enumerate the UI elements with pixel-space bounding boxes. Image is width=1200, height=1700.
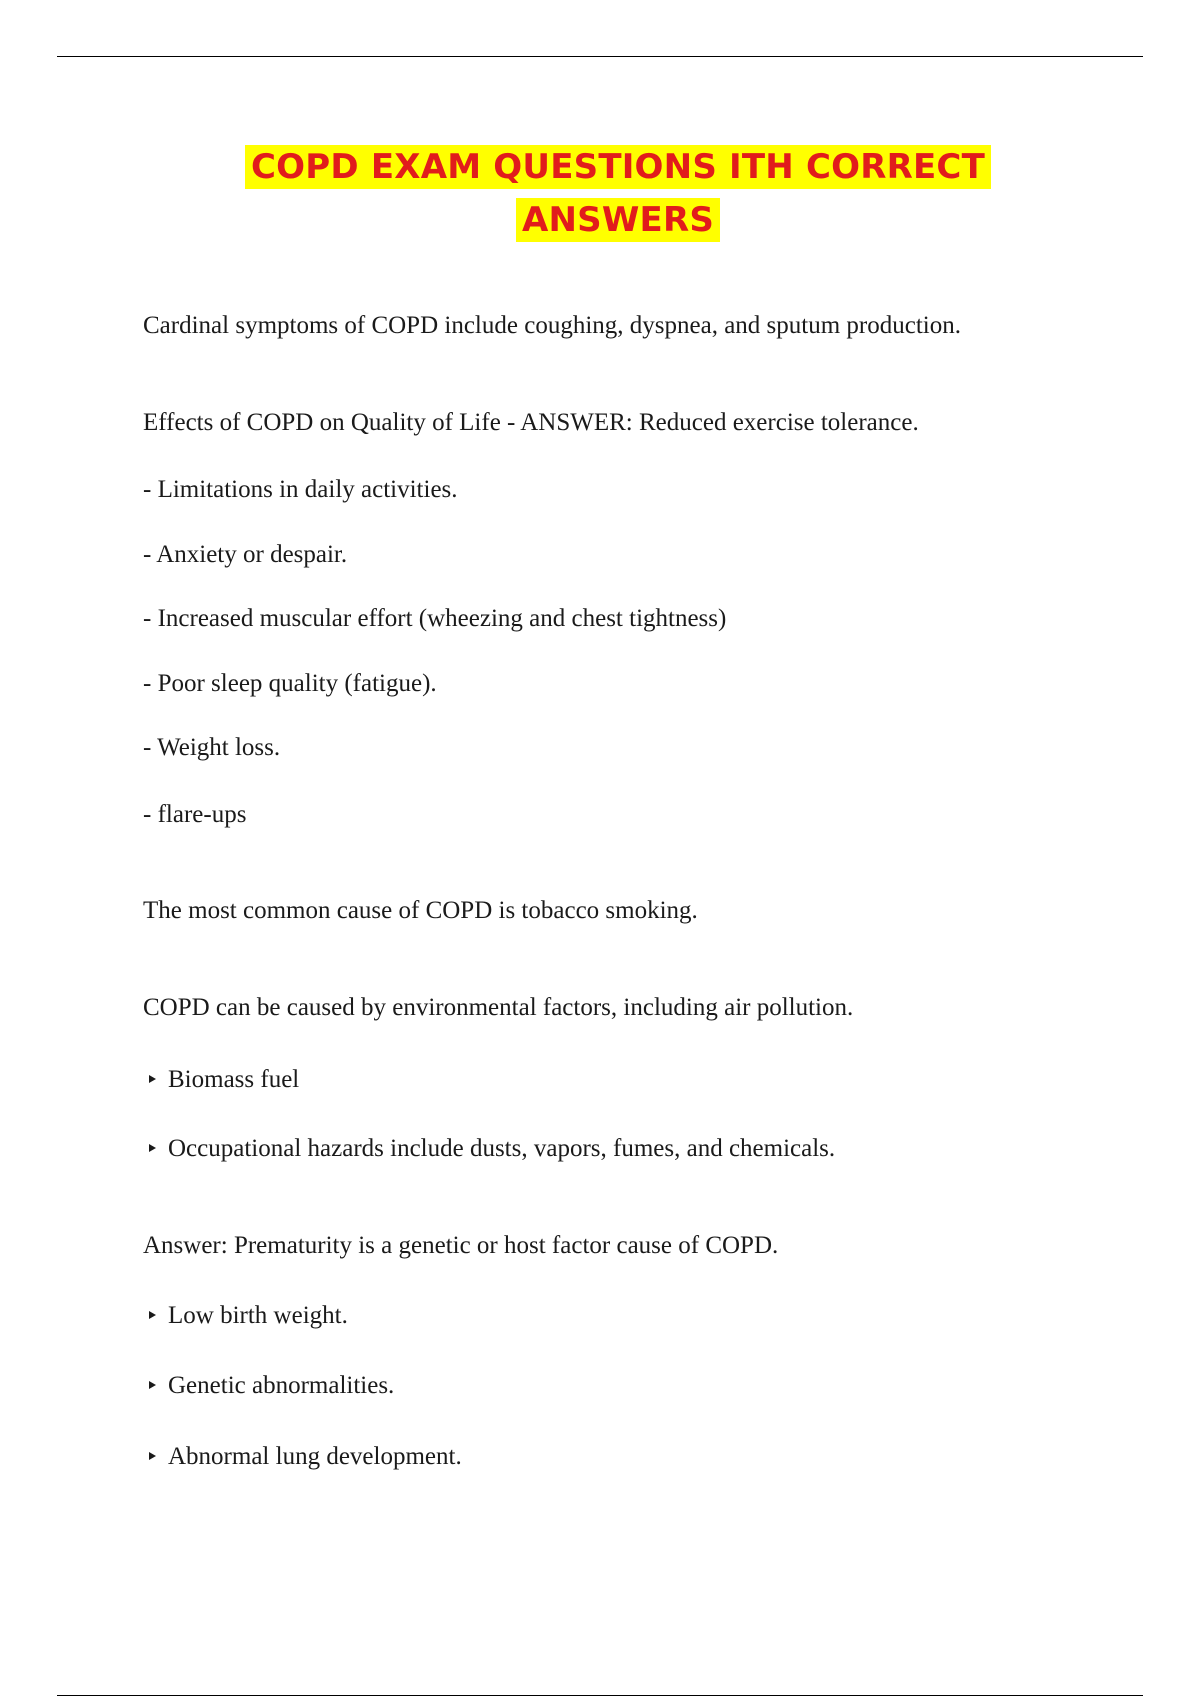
bullet-text: Low birth weight. xyxy=(168,1302,348,1329)
triangle-bullet-icon xyxy=(149,1381,156,1389)
triangle-bullet-icon xyxy=(149,1075,156,1083)
title-line-2: ANSWERS xyxy=(516,198,720,242)
triangle-bullet-icon xyxy=(149,1144,156,1152)
triangle-bullet-icon xyxy=(149,1452,156,1460)
dash-item: - Poor sleep quality (fatigue). xyxy=(143,670,437,697)
dash-item: - Weight loss. xyxy=(143,734,281,761)
dash-item: - Increased muscular effort (wheezing and chest tightness) xyxy=(143,605,727,632)
bullet-text: Genetic abnormalities. xyxy=(168,1372,395,1399)
document-title xyxy=(0,141,1200,247)
paragraph-environmental: COPD can be caused by environmental factors, including air pollution. xyxy=(143,994,854,1021)
dash-item: - Anxiety or despair. xyxy=(143,541,348,568)
paragraph-cardinal-symptoms: Cardinal symptoms of COPD include coughing, dyspnea, and sputum production. xyxy=(143,312,961,339)
paragraph-prematurity: Answer: Prematurity is a genetic or host factor cause of COPD. xyxy=(143,1232,779,1259)
bullet-text: Abnormal lung development. xyxy=(168,1443,462,1470)
footer-rule xyxy=(57,1695,1143,1696)
header-rule xyxy=(57,56,1143,57)
bullet-text: Occupational hazards include dusts, vapors, fumes, and chemicals. xyxy=(168,1135,836,1162)
triangle-bullet-icon xyxy=(149,1311,156,1319)
bullet-item xyxy=(149,1134,835,1164)
bullet-text: Biomass fuel xyxy=(168,1066,300,1093)
paragraph-common-cause: The most common cause of COPD is tobacco smoking. xyxy=(143,897,698,924)
bullet-item xyxy=(149,1301,348,1331)
paragraph-quality-of-life: Effects of COPD on Quality of Life - ANSWER: Reduced exercise tolerance. xyxy=(143,409,919,436)
bullet-item xyxy=(149,1065,299,1095)
dash-item: - Limitations in daily activities. xyxy=(143,476,458,503)
dash-item: - flare-ups xyxy=(143,801,247,828)
bullet-item xyxy=(149,1371,394,1401)
title-line-1: COPD EXAM QUESTIONS ITH CORRECT xyxy=(245,145,991,189)
bullet-item xyxy=(149,1442,462,1472)
